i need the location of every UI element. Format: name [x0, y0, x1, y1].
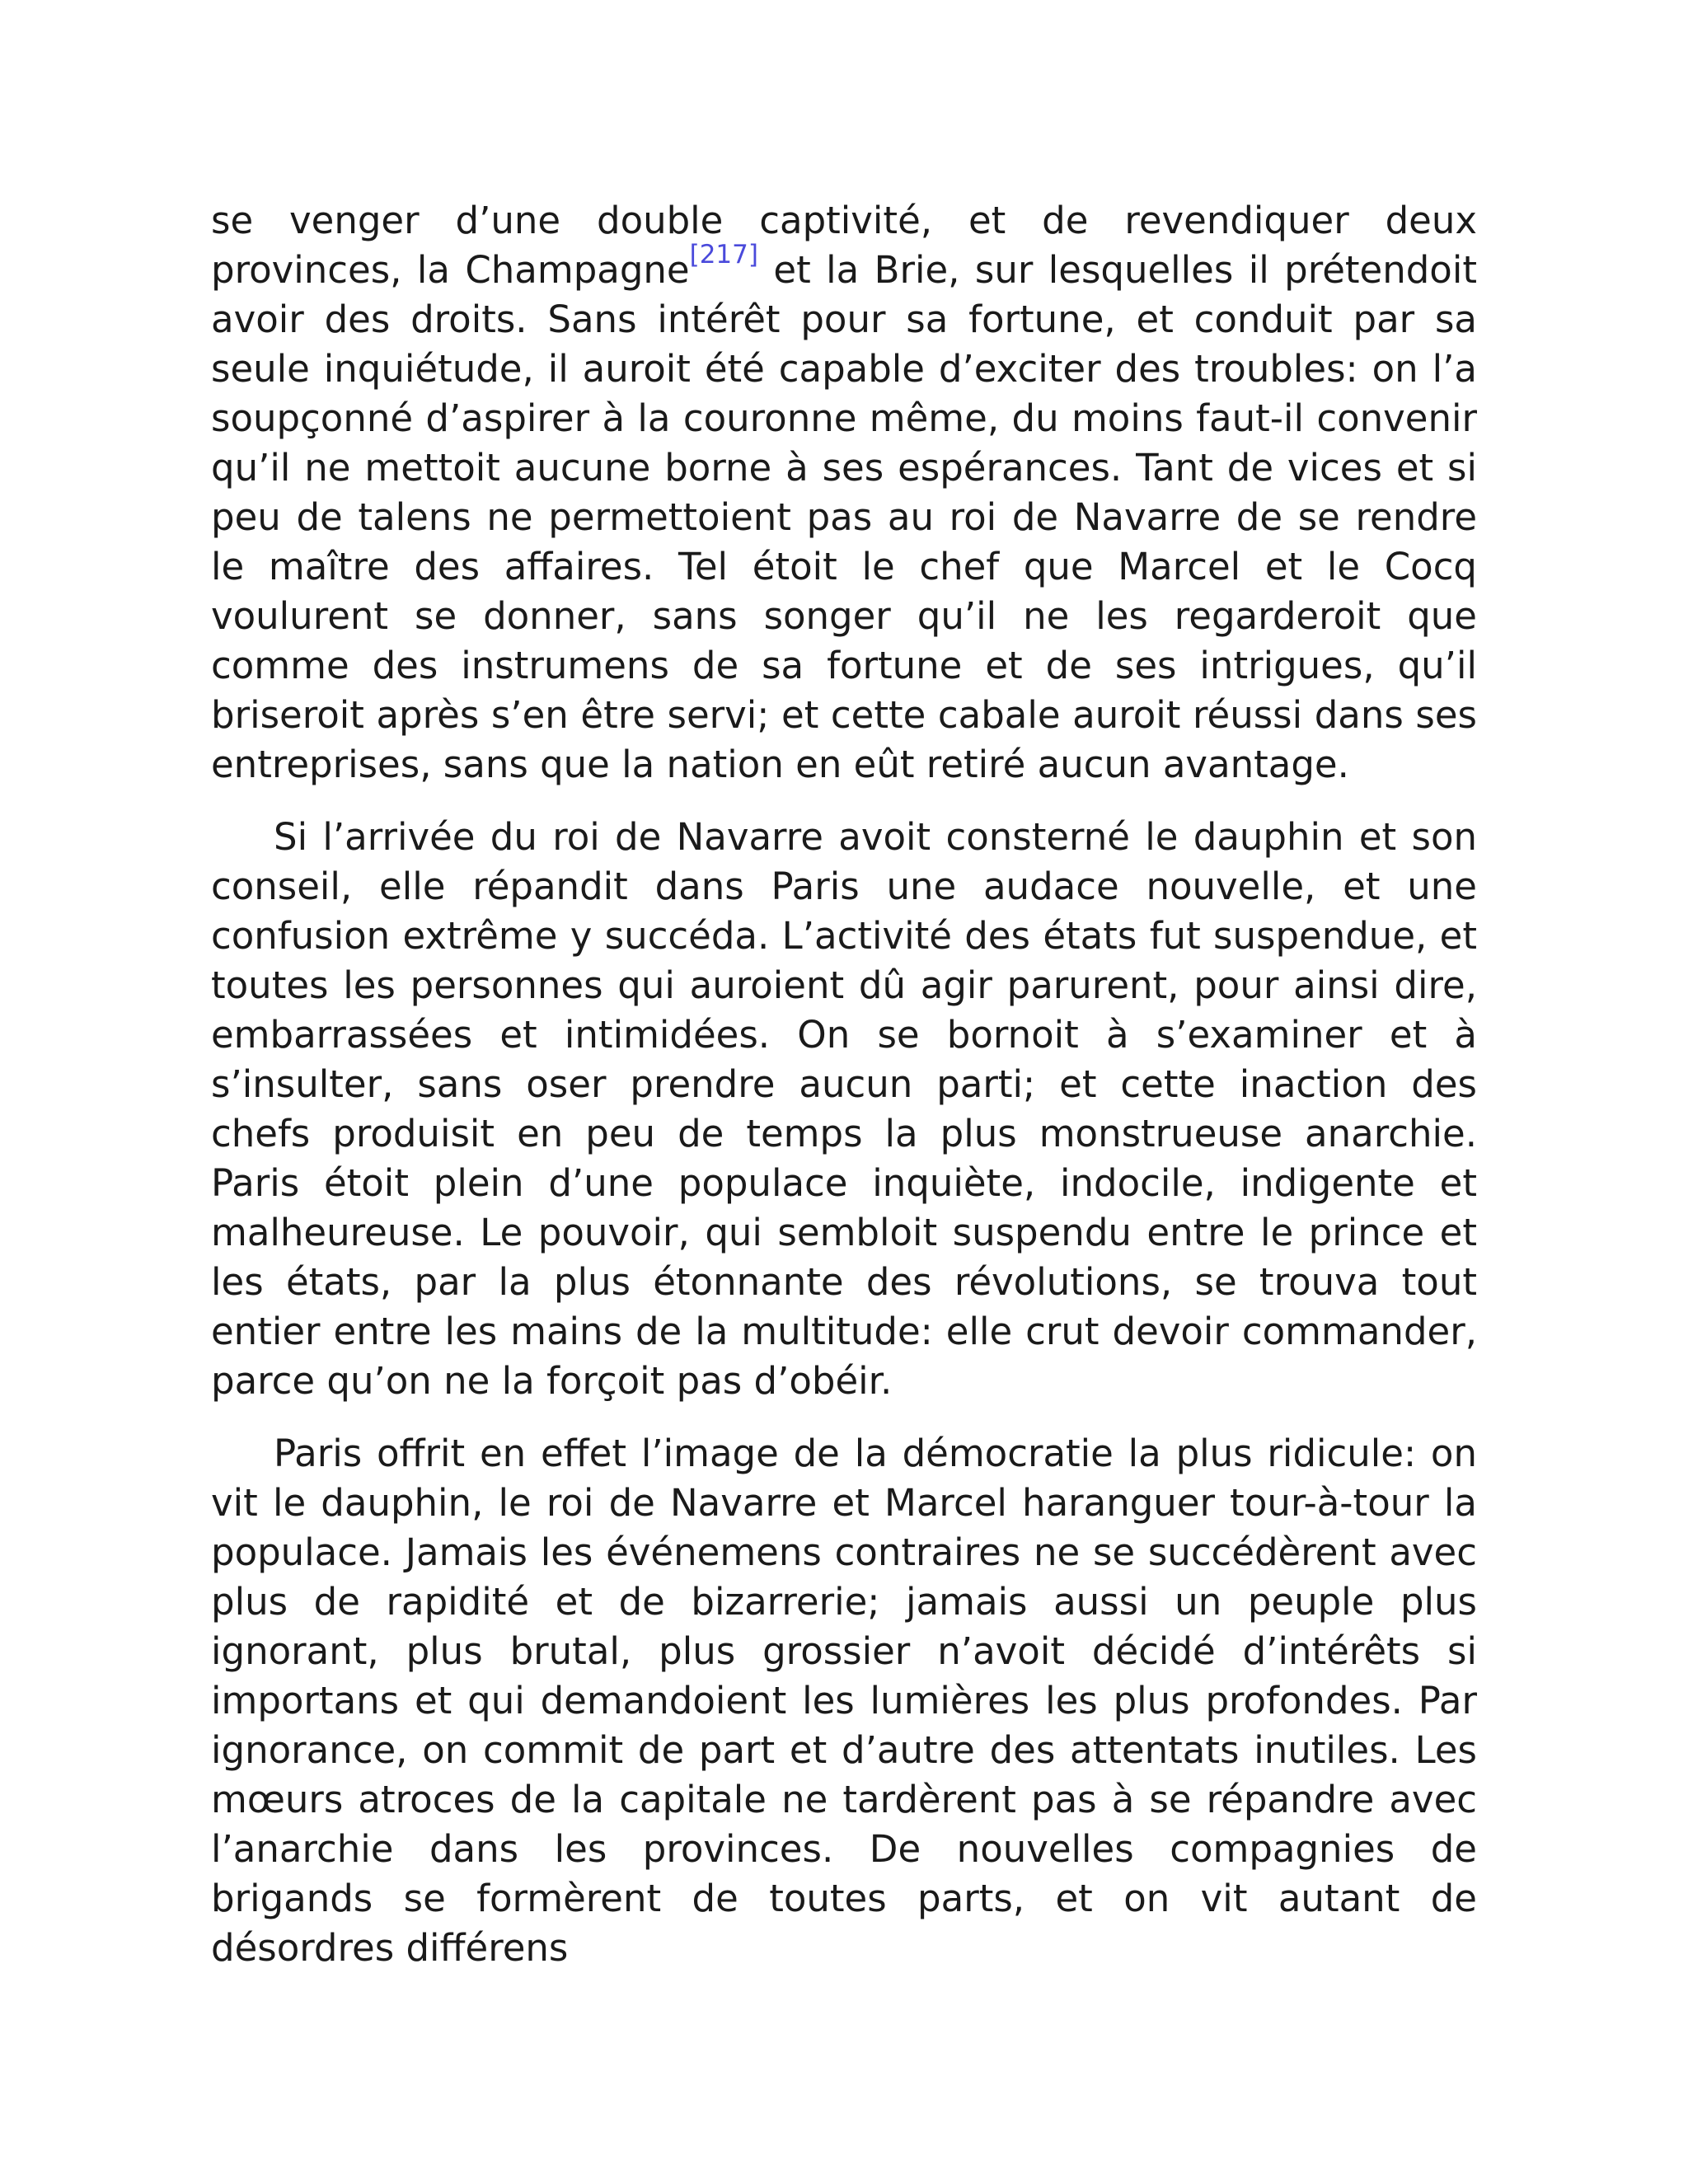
paragraph-1-text-end: et la Brie, sur lesquelles il prétendoit avoir des droits. Sans intérêt pour sa fortune, et conduit par sa seule inquiétude, il auroit été capable d’exciter des troubles: on l’a soupçonné d’aspirer à la couronne même, du moins faut-il convenir qu’il ne mettoit aucune borne à ses espérances. Tant de vices et si peu de talens ne permettoient pas au roi de Navarre de se rendre le maître des affaires. Tel étoit le chef que Marcel et le Cocq voulurent se donner, sans songer qu’il ne les regarderoit que comme des instrumens de sa fortune et de ses intrigues, qu’il briseroit après s’en être servi; et cette cabale auroit réussi dans ses entreprises, sans que la nation en eût retiré aucun avantage.: [211, 248, 1477, 786]
page-body: [211, 196, 1477, 1996]
paragraph-3: Paris offrit en effet l’image de la démocratie la plus ridicule: on vit le dauphin, le roi de Navarre et Marcel haranguer tour-à-tour la populace. Jamais les événemens contraires ne se succédèrent avec plus de rapidité et de bizarrerie; jamais aussi un peuple plus ignorant, plus brutal, plus grossier n’avoit décidé d’intérêts si importans et qui demandoient les lumières les plus profondes. Par ignorance, on commit de part et d’autre des attentats inutiles. Les mœurs atroces de la capitale ne tardèrent pas à se répandre avec l’anarchie dans les provinces. De nouvelles compagnies de brigands se formèrent de toutes parts, et on vit autant de désordres différens: [211, 1432, 1477, 1970]
paragraph-1-text-start: se venger d’une double captivité, et de revendiquer deux provinces, la Champagne: [211, 199, 1477, 292]
paragraph-2: Si l’arrivée du roi de Navarre avoit consterné le dauphin et son conseil, elle répandit dans Paris une audace nouvelle, et une confusion extrême y succéda. L’activité des états fut suspendue, et toutes les personnes qui auroient dû agir parurent, pour ainsi dire, embarrassées et intimidées. On se bornoit à s’examiner et à s’insulter, sans oser prendre aucun parti; et cette inaction des chefs produisit en peu de temps la plus monstrueuse anarchie. Paris étoit plein d’une populace inquiète, indocile, indigente et malheureuse. Le pouvoir, qui sembloit suspendu entre le prince et les états, par la plus étonnante des révolutions, se trouva tout entier entre les mains de la multitude: elle crut devoir commander, parce qu’on ne la forçoit pas d’obéir.: [211, 815, 1477, 1403]
footnote-link-217[interactable]: [217]: [689, 240, 758, 269]
paragraph-1: [211, 196, 1477, 790]
